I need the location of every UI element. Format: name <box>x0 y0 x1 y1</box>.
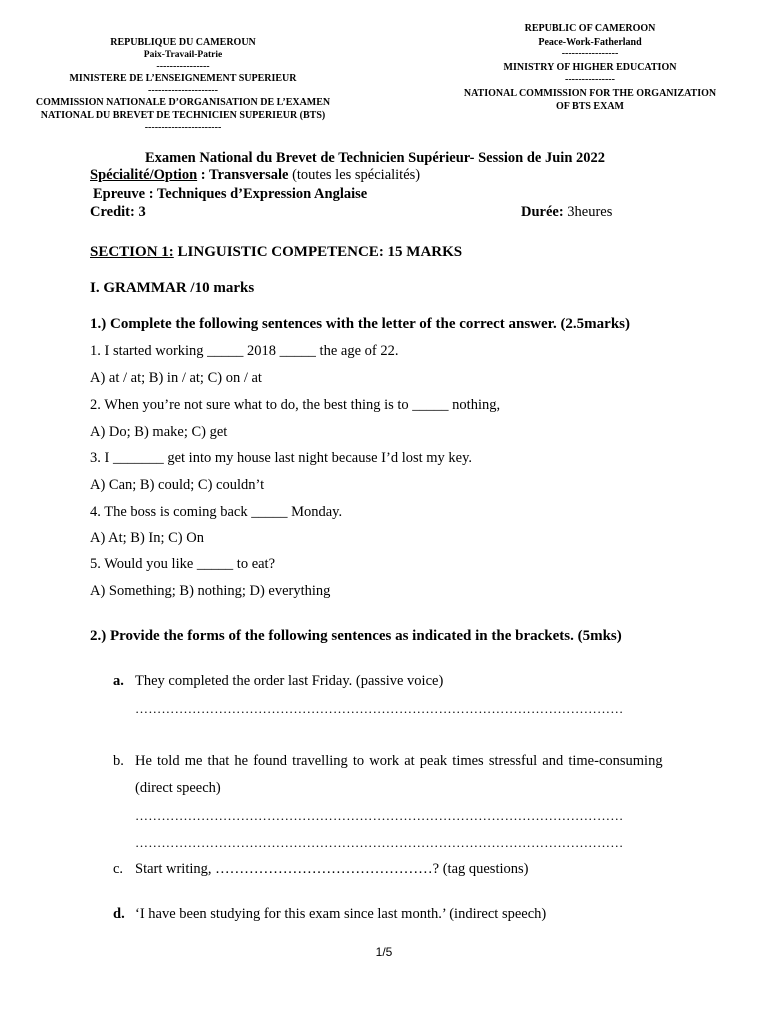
section-label: SECTION 1: <box>90 244 174 260</box>
exam-speciality <box>90 167 420 184</box>
exam-credit: Credit: 3 <box>90 204 146 220</box>
q2c-text: Start writing, ………………………………………? (tag questions) <box>135 861 529 877</box>
q1-line: 1. I started working _____ 2018 _____ the age of 22. <box>90 343 399 359</box>
q1-line: 2. When you’re not sure what to do, the best thing is to _____ nothing, <box>90 397 501 413</box>
speciality-value: Transversale <box>208 167 289 183</box>
q2a-letter: a. <box>113 673 124 689</box>
header-en-line: MINISTRY OF HIGHER EDUCATION <box>503 62 677 74</box>
header-fr-line: Paix-Travail-Patrie <box>143 49 223 60</box>
q2b-text-line2: (direct speech) <box>135 780 221 796</box>
question-2-heading: 2.) Provide the forms of the following sentences as indicated in the brackets. (5mks) <box>90 628 622 644</box>
speciality-label: Spécialité/Option <box>90 167 198 183</box>
q1-line: A) At; B) In; C) On <box>90 530 204 546</box>
question-1-heading: 1.) Complete the following sentences with the letter of the correct answer. (2.5marks) <box>90 316 631 332</box>
q1-line: 4. The boss is coming back _____ Monday. <box>90 504 343 520</box>
q2d-letter: d. <box>113 906 125 922</box>
header-fr-line: ----------------------- <box>144 121 222 133</box>
duration-label: Durée: <box>521 204 564 220</box>
grammar-heading: I. GRAMMAR /10 marks <box>90 280 255 296</box>
q2a-text: They completed the order last Friday. (passive voice) <box>135 673 444 689</box>
q1-line: A) Can; B) could; C) couldn’t <box>90 477 265 493</box>
answer-line: ………………………………………………………………………………………………… <box>135 701 624 716</box>
header-fr-line: ---------------- <box>156 61 210 73</box>
header-fr-line: MINISTERE DE L’ENSEIGNEMENT SUPERIEUR <box>69 73 297 85</box>
page-number: 1/5 <box>375 945 393 959</box>
answer-line: ………………………………………………………………………………………………… <box>135 835 624 850</box>
header-en-line: NATIONAL COMMISSION FOR THE ORGANIZATION <box>463 87 717 99</box>
exam-duration <box>521 204 612 221</box>
q2b-letter: b. <box>113 753 124 769</box>
q1-line: A) Something; B) nothing; D) everything <box>90 583 331 599</box>
header-fr-line: NATIONAL DU BREVET DE TECHNICIEN SUPERIEUR (BTS) <box>40 110 326 122</box>
section-title: LINGUISTIC COMPETENCE: 15 MARKS <box>173 244 463 260</box>
header-english <box>440 22 740 114</box>
header-fr-line: COMMISSION NATIONALE D’ORGANISATION DE L’EXAMEN <box>35 96 331 108</box>
speciality-note: (toutes les spécialités) <box>288 167 421 183</box>
q2c-letter: c. <box>113 861 124 877</box>
header-fr-line: REPUBLIQUE DU CAMEROUN <box>110 37 256 48</box>
header-fr-line: --------------------- <box>148 84 218 96</box>
q1-line: A) at / at; B) in / at; C) on / at <box>90 370 262 386</box>
duration-value: 3heures <box>563 204 613 220</box>
exam-title: Examen National du Brevet de Technicien Supérieur- Session de Juin 2022 <box>145 150 606 166</box>
header-en-line: OF BTS EXAM <box>556 101 624 113</box>
q1-line: 3. I _______ get into my house last night because I’d lost my key. <box>90 450 473 466</box>
exam-epreuve: Epreuve : Techniques d’Expression Anglaise <box>93 186 368 202</box>
q2b-text-line1: He told me that he found travelling to work at peak times stressful and time-consuming <box>135 753 663 769</box>
q2d-text: ‘I have been studying for this exam since last month.’ (indirect speech) <box>135 906 547 922</box>
header-en-line: REPUBLIC OF CAMEROON <box>524 23 656 34</box>
header-en-line: --------------- <box>565 73 615 85</box>
header-en-line: Peace-Work-Fatherland <box>538 36 642 48</box>
q1-line: 5. Would you like _____ to eat? <box>90 556 276 572</box>
answer-line: ………………………………………………………………………………………………… <box>135 808 624 823</box>
q1-line: A) Do; B) make; C) get <box>90 424 228 440</box>
header-french <box>30 36 336 133</box>
section-heading <box>90 244 462 261</box>
header-en-line: ----------------- <box>561 48 619 60</box>
speciality-sep: : <box>197 167 209 183</box>
